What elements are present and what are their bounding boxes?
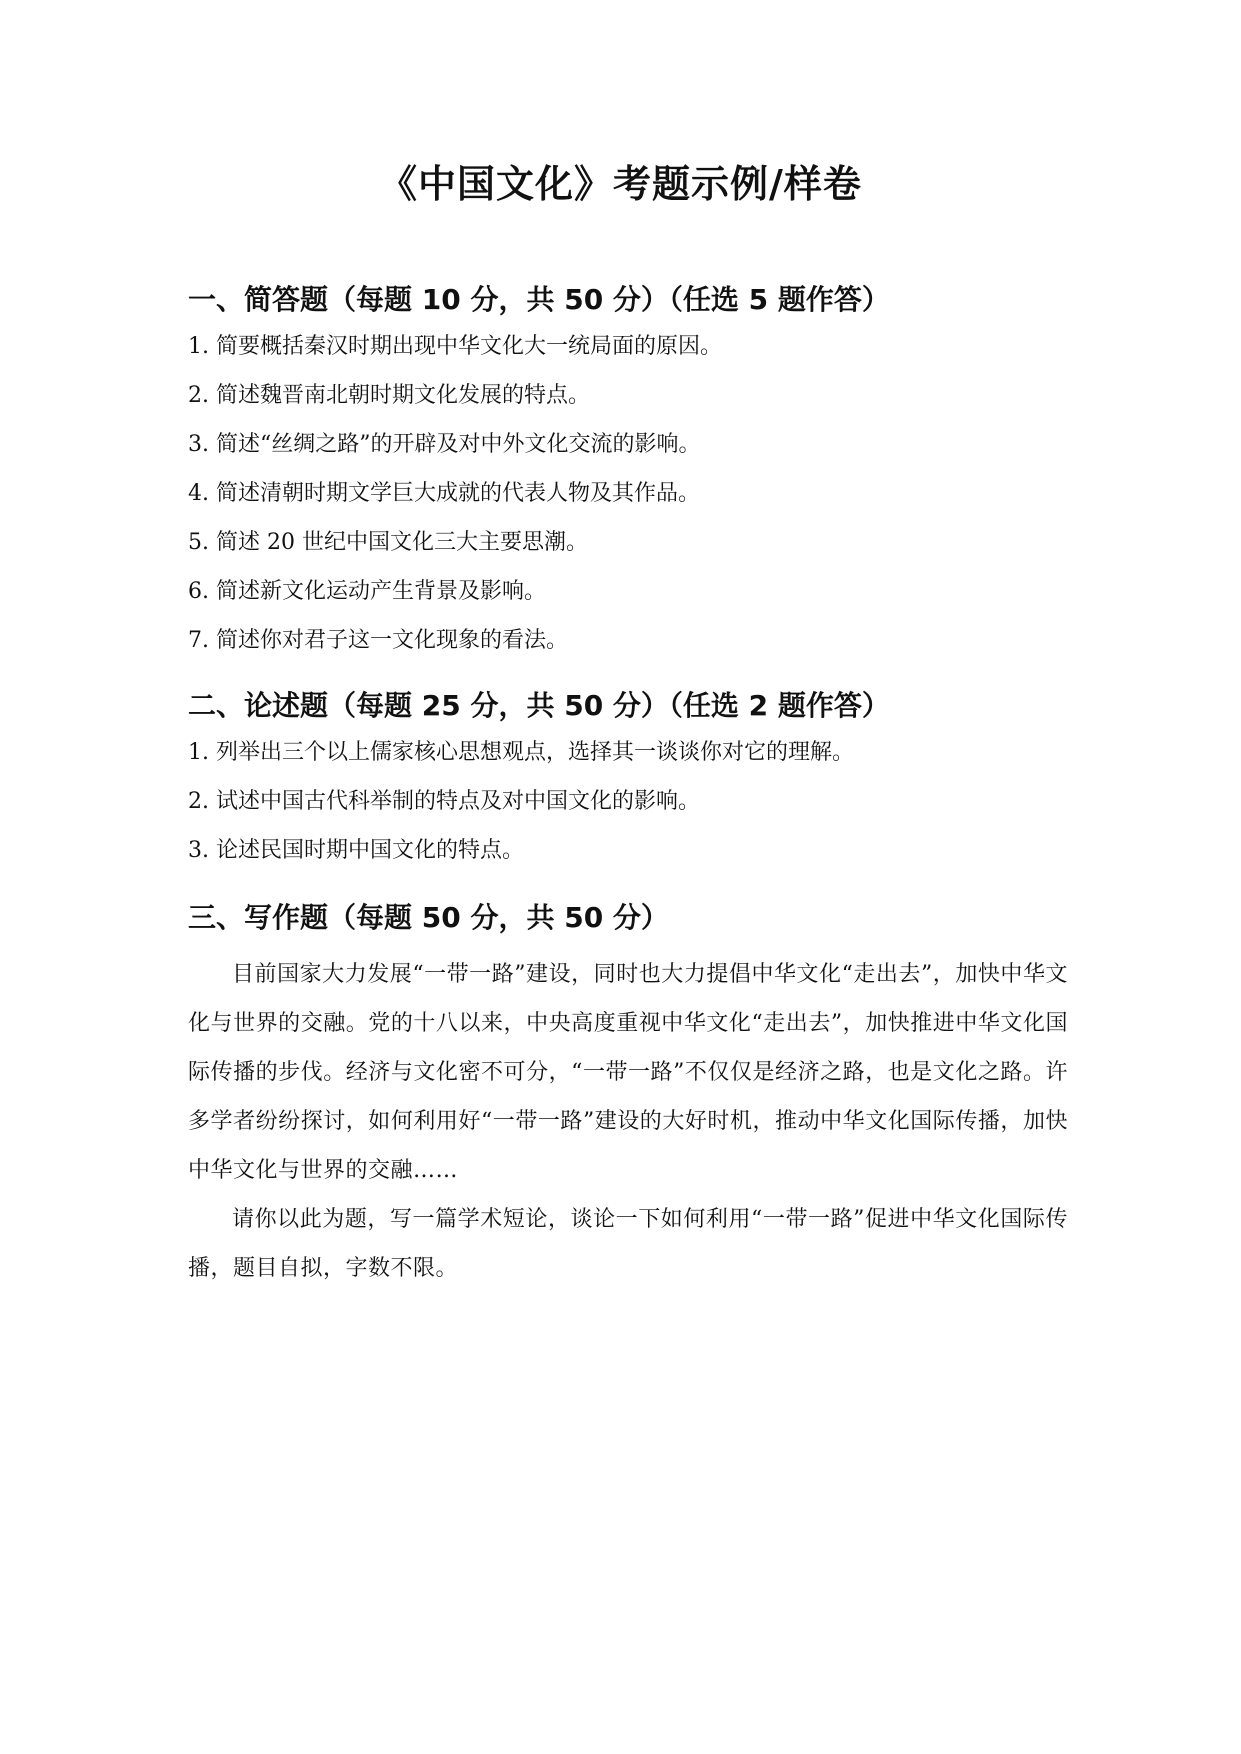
writing-section — [188, 900, 1068, 1293]
question-item: 2. 试述中国古代科举制的特点及对中国文化的影响。 — [188, 789, 700, 814]
short-answer-section — [188, 282, 1068, 675]
question-item: 7. 简述你对君子这一文化现象的看法。 — [188, 628, 568, 653]
question-item: 2. 简述魏晋南北朝时期文化发展的特点。 — [188, 383, 590, 408]
question-item: 4. 简述清朝时期文学巨大成就的代表人物及其作品。 — [188, 481, 700, 506]
question-item: 6. 简述新文化运动产生背景及影响。 — [188, 579, 546, 604]
page-title: 《中国文化》考题示例/样卷 — [379, 162, 862, 206]
question-item: 1. 简要概括秦汉时期出现中华文化大一统局面的原因。 — [188, 334, 722, 359]
section-heading: 一、简答题（每题 10 分，共 50 分）（任选 5 题作答） — [188, 283, 890, 316]
writing-instruction-paragraph: 请你以此为题，写一篇学术短论，谈论一下如何利用“一带一路”促进中华文化国际传播，题目自拟，字数不限。 — [188, 1207, 1068, 1281]
question-item: 3. 论述民国时期中国文化的特点。 — [188, 838, 524, 863]
writing-prompt-paragraph: 目前国家大力发展“一带一路”建设，同时也大力提倡中华文化“走出去”，加快中华文化与世界的交融。党的十八以来，中央高度重视中华文化“走出去”，加快推进中华文化国际传播的步伐。经济与文化密不可分，“一带一路”不仅仅是经济之路，也是文化之路。许多学者纷纷探讨，如何利用好“一带一路”建设的大好时机，推动中华文化国际传播，加快中华文化与世界的交融…… — [188, 962, 1068, 1183]
essay-section — [188, 688, 1068, 885]
question-item: 3. 简述“丝绸之路”的开辟及对中外文化交流的影响。 — [188, 432, 701, 457]
question-item: 5. 简述 20 世纪中国文化三大主要思潮。 — [188, 530, 588, 555]
section-heading: 三、写作题（每题 50 分，共 50 分） — [188, 901, 669, 934]
section-heading: 二、论述题（每题 25 分，共 50 分）（任选 2 题作答） — [188, 689, 890, 722]
question-item: 1. 列举出三个以上儒家核心思想观点，选择其一谈谈你对它的理解。 — [188, 740, 854, 765]
